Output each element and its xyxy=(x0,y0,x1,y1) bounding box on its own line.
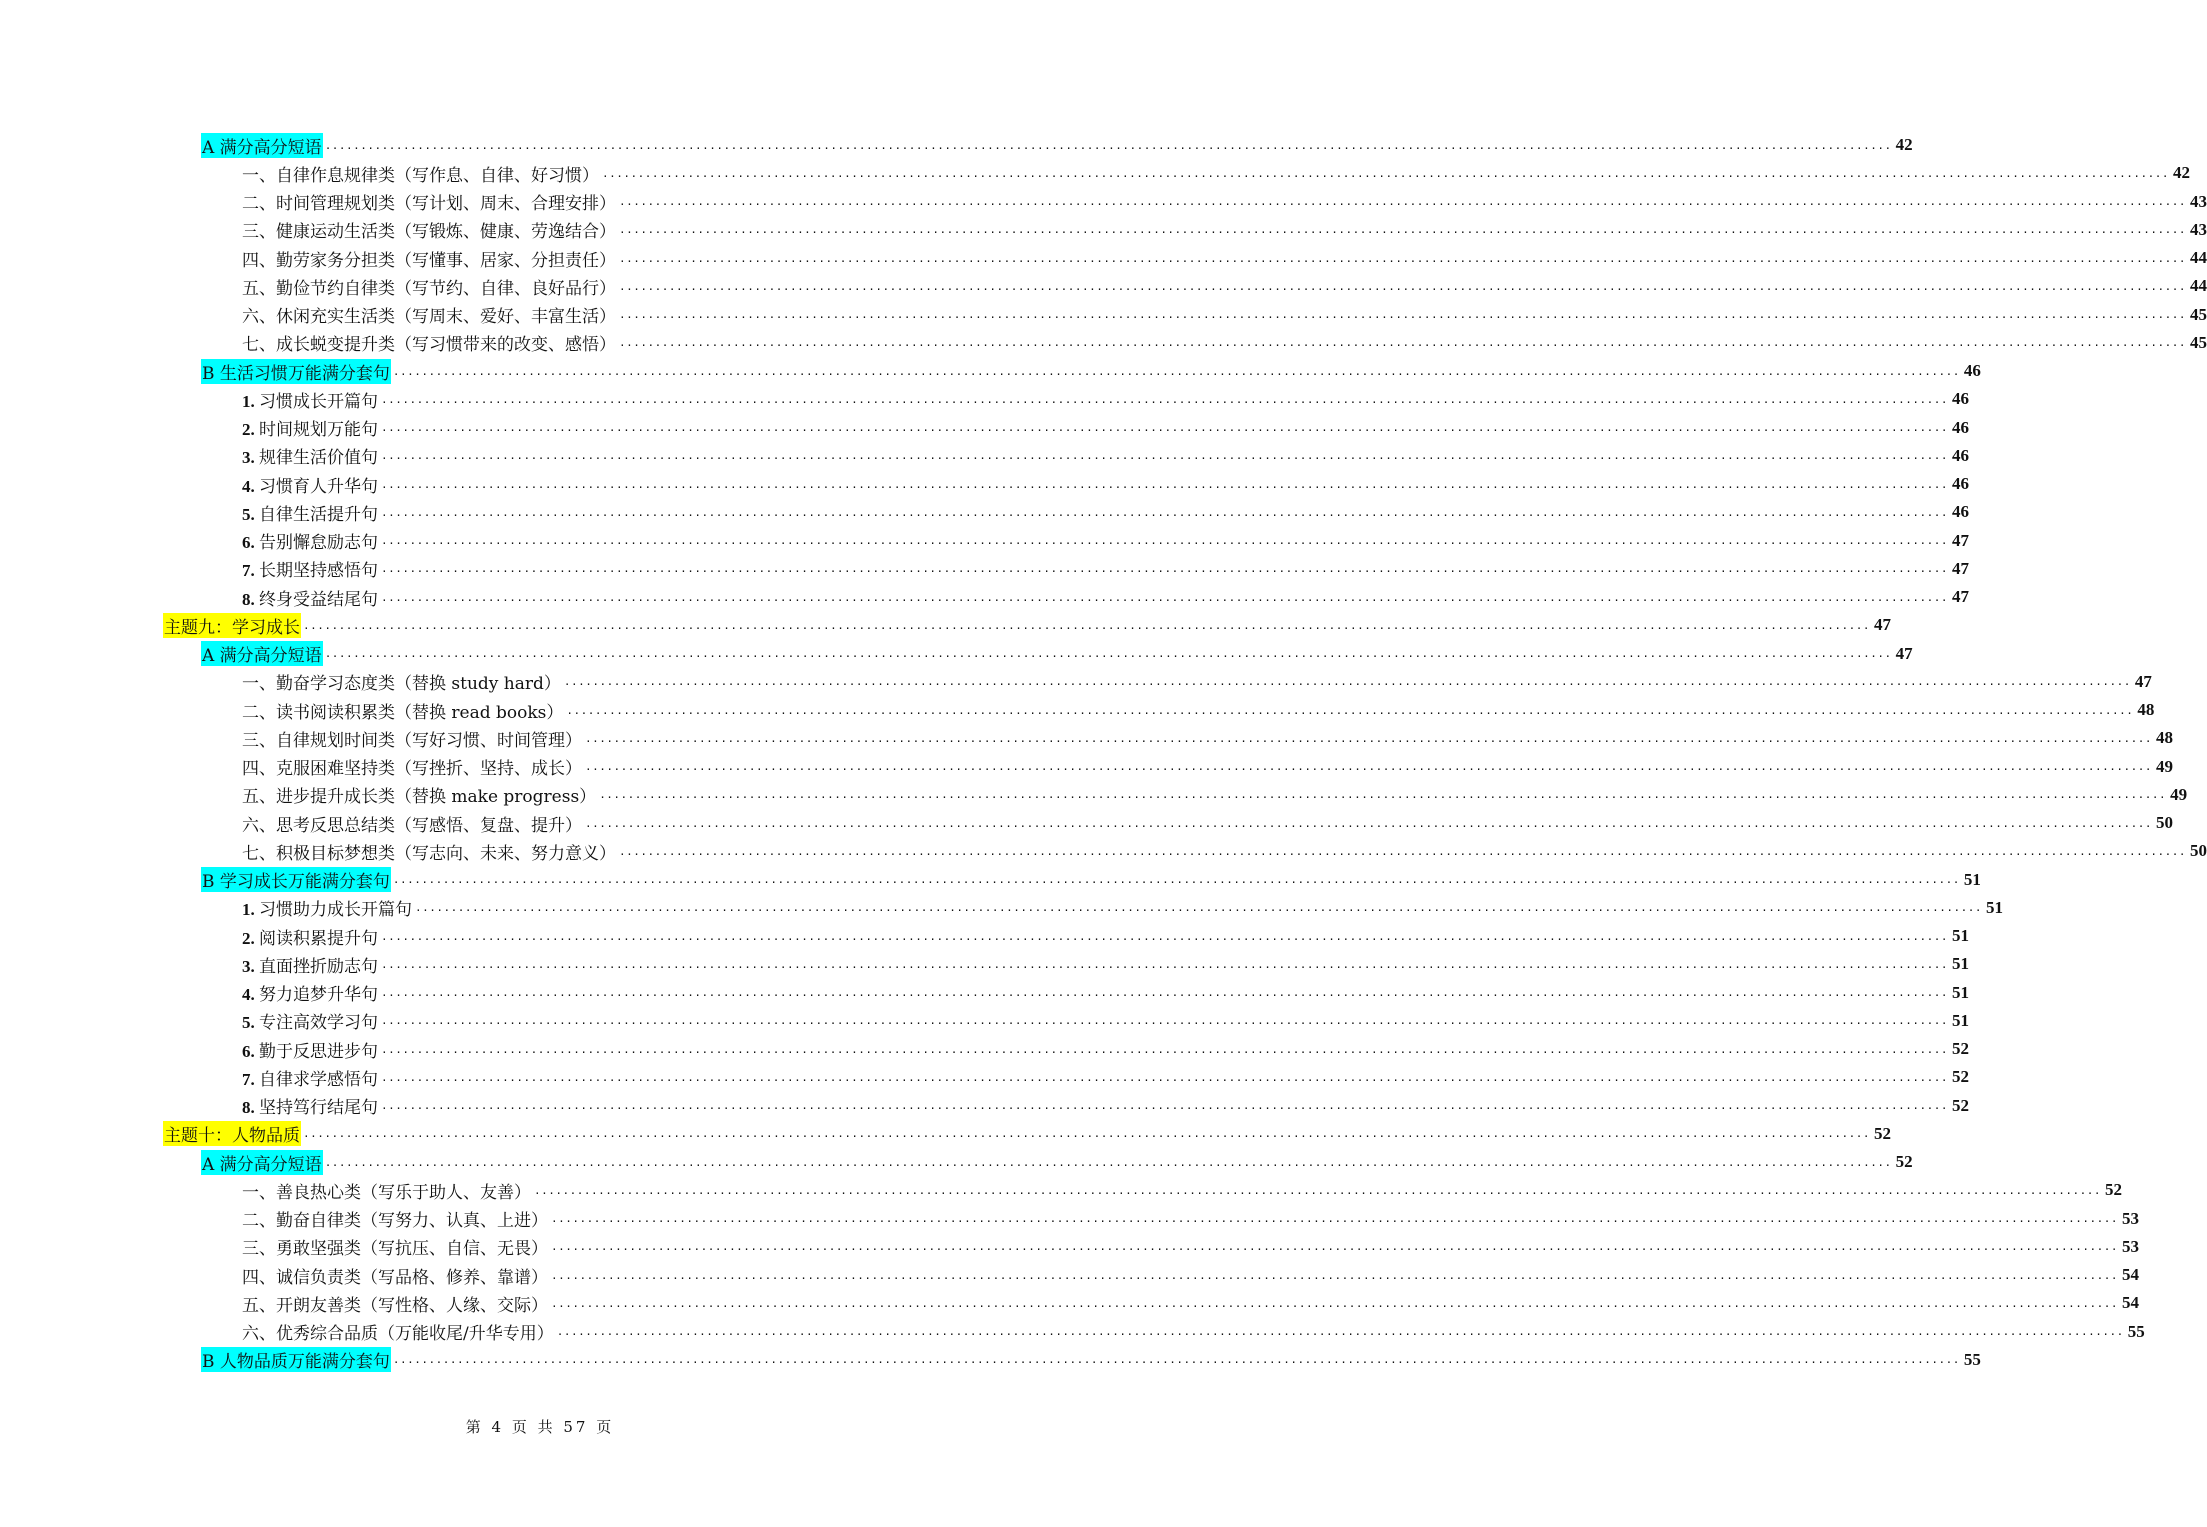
toc-entry-page: 55 xyxy=(2127,1321,2145,1341)
page-footer: 第 4 页 共 57 页 xyxy=(465,1418,615,1436)
toc-entry-text: A 满分高分短语 xyxy=(202,646,322,666)
toc-entry-title xyxy=(241,1178,532,1203)
toc-entry-page: 48 xyxy=(2137,700,2155,719)
toc-entry-text: 专注高效学习句 xyxy=(259,1013,378,1034)
toc-entry-text: 主题十：人物品质 xyxy=(164,1126,300,1147)
toc-entry-text: 二、读书阅读积累类（替换 read books） xyxy=(242,702,564,723)
toc-entry[interactable] xyxy=(201,131,1913,159)
toc-entry[interactable] xyxy=(241,414,1969,442)
toc-entry-number: 3. xyxy=(242,448,259,468)
toc-entry-text: 习惯助力成长开篇句 xyxy=(259,900,412,921)
toc-entry-page: 47 xyxy=(2134,671,2152,691)
toc-entry-page: 47 xyxy=(1951,530,1969,550)
toc-entry-number: 2. xyxy=(242,928,259,948)
dot-leader: ............................................................................................................................................................................................................................ xyxy=(381,505,1948,519)
dot-leader: ............................................................................................................................................................................................................................ xyxy=(551,1212,2118,1225)
dot-leader: ............................................................................................................................................................................................................................ xyxy=(392,364,1960,378)
toc-entry-page: 50 xyxy=(2155,813,2173,832)
toc-entry-page: 42 xyxy=(2172,163,2190,183)
toc-entry-text: 坚持笃行结尾句 xyxy=(259,1098,378,1118)
toc-entry-title xyxy=(241,698,564,723)
toc-entry-text: B 学习成长万能满分套句 xyxy=(202,872,390,892)
toc-entry[interactable] xyxy=(241,1007,1969,1035)
dot-leader: ............................................................................................................................................................................................................................ xyxy=(381,1014,1948,1028)
toc-entry-text: 主题九：学习成长 xyxy=(164,617,300,638)
toc-entry-text: 七、积极目标梦想类（写志向、未来、努力意义） xyxy=(242,843,616,864)
toc-entry-number: 4. xyxy=(242,476,259,496)
toc-entry-title xyxy=(163,613,301,638)
toc-entry-title xyxy=(241,895,413,920)
toc-entry[interactable] xyxy=(201,357,1981,385)
toc-entry-title xyxy=(241,330,617,355)
dot-leader: ............................................................................................................................................................................................................................ xyxy=(551,1296,2118,1310)
toc-entry-page: 51 xyxy=(1985,897,2003,917)
toc-entry[interactable] xyxy=(241,527,1969,555)
dot-leader: ............................................................................................................................................................................................................................ xyxy=(381,449,1948,463)
toc-entry[interactable] xyxy=(241,498,1969,526)
toc-entry-page: 46 xyxy=(1951,389,1969,409)
toc-entry-page: 46 xyxy=(1951,502,1969,522)
toc-entry-title xyxy=(201,359,391,384)
toc-entry-text: 习惯成长开篇句 xyxy=(259,391,378,412)
toc-entry-page: 52 xyxy=(1873,1123,1891,1143)
toc-entry-page: 54 xyxy=(2121,1265,2139,1284)
toc-entry[interactable] xyxy=(241,979,1969,1007)
toc-entry-number: 6. xyxy=(242,1041,259,1061)
toc-entry-title xyxy=(241,1206,549,1231)
toc-entry-title xyxy=(241,387,379,412)
toc-entry-page: 46 xyxy=(1951,445,1969,465)
toc-entry-page: 43 xyxy=(2189,191,2207,211)
toc-entry-title xyxy=(241,839,617,864)
toc-entry-text: 习惯育人升华句 xyxy=(259,476,378,497)
toc-entry-page: 42 xyxy=(1895,135,1913,154)
dot-leader: ............................................................................................................................................................................................................................ xyxy=(585,731,2152,745)
toc-entry-page: 47 xyxy=(1873,615,1891,635)
toc-entry[interactable] xyxy=(201,1148,1913,1176)
toc-entry-title xyxy=(201,867,391,892)
toc-entry-title xyxy=(241,246,617,271)
toc-entry[interactable] xyxy=(241,1205,2139,1233)
toc-entry[interactable] xyxy=(241,837,2207,865)
toc-entry-text: 一、善良热心类（写乐于助人、友善） xyxy=(242,1182,531,1203)
toc-entry-text: 三、自律规划时间类（写好习惯、时间管理） xyxy=(242,730,582,751)
toc-entry-page: 53 xyxy=(2121,1236,2139,1256)
toc-entry-title xyxy=(241,980,379,1005)
toc-entry[interactable] xyxy=(241,724,2173,752)
toc-entry-page: 45 xyxy=(2189,332,2207,352)
toc-entry-title xyxy=(241,726,583,751)
dot-leader: ............................................................................................................................................................................................................................ xyxy=(381,1042,1948,1056)
toc-entry-page: 52 xyxy=(2104,1180,2122,1200)
toc-entry-text: 五、勤俭节约自律类（写节约、自律、良好品行） xyxy=(242,278,616,299)
dot-leader: ............................................................................................................................................................................................................................ xyxy=(324,1155,1892,1169)
toc-entry-title xyxy=(241,1093,379,1118)
toc-entry-text: 时间规划万能句 xyxy=(259,420,378,440)
dot-leader: ............................................................................................................................................................................................................................ xyxy=(392,1353,1960,1367)
toc-entry[interactable] xyxy=(241,1261,2139,1289)
toc-entry-page: 51 xyxy=(1951,926,1969,945)
toc-entry-text: 四、勤劳家务分担类（写懂事、居家、分担责任） xyxy=(242,250,616,271)
dot-leader: ............................................................................................................................................................................................................................ xyxy=(381,590,1948,604)
dot-leader: ............................................................................................................................................................................................................................ xyxy=(599,788,2167,802)
toc-entry-number: 1. xyxy=(242,900,259,920)
toc-entry[interactable] xyxy=(241,583,1969,611)
toc-entry-text: 五、开朗友善类（写性格、人缘、交际） xyxy=(242,1295,548,1316)
toc-entry-page: 46 xyxy=(1963,361,1981,380)
toc-entry-title xyxy=(241,1008,379,1033)
toc-entry-title xyxy=(241,500,379,525)
dot-leader: ............................................................................................................................................................................................................................ xyxy=(381,957,1948,971)
toc-entry[interactable] xyxy=(241,1092,1969,1120)
toc-entry-title xyxy=(241,472,379,497)
dot-leader: ............................................................................................................................................................................................................................ xyxy=(585,760,2152,773)
toc-entry-title xyxy=(241,415,379,440)
toc-entry-title xyxy=(241,1319,555,1344)
toc-entry[interactable] xyxy=(241,301,2207,329)
toc-entry[interactable] xyxy=(241,555,1969,583)
toc-entry-title xyxy=(241,754,583,779)
dot-leader: ............................................................................................................................................................................................................................ xyxy=(381,929,1948,943)
toc-entry[interactable] xyxy=(163,611,1891,639)
dot-leader: ............................................................................................................................................................................................................................ xyxy=(324,647,1892,660)
toc-entry-text: 一、自律作息规律类（写作息、自律、好习惯） xyxy=(242,165,599,186)
toc-entry-title xyxy=(241,585,379,610)
toc-entry[interactable] xyxy=(241,1063,1969,1091)
toc-entry-page: 47 xyxy=(1895,643,1913,663)
dot-leader: ............................................................................................................................................................................................................................ xyxy=(585,816,2152,830)
toc-entry-text: 勤于反思进步句 xyxy=(259,1041,378,1062)
toc-entry-page: 47 xyxy=(1951,558,1969,578)
dot-leader: ............................................................................................................................................................................................................................ xyxy=(381,1070,1948,1084)
toc-entry-page: 49 xyxy=(2155,756,2173,776)
dot-leader: ............................................................................................................................................................................................................................ xyxy=(619,279,2186,293)
toc-entry-title xyxy=(201,1150,323,1175)
dot-leader: ............................................................................................................................................................................................................................ xyxy=(381,534,1948,547)
toc-entry-title xyxy=(241,924,379,949)
toc-entry-text: 三、健康运动生活类（写锻炼、健康、劳逸结合） xyxy=(242,222,616,243)
toc-entry-title xyxy=(241,1037,379,1062)
toc-entry[interactable] xyxy=(241,159,2190,187)
toc-entry-text: 四、诚信负责类（写品格、修养、靠谱） xyxy=(242,1267,548,1288)
toc-entry-page: 51 xyxy=(1951,954,1969,974)
dot-leader: ............................................................................................................................................................................................................................ xyxy=(324,138,1892,152)
toc-entry-text: 六、优秀综合品质（万能收尾/升华专用） xyxy=(242,1324,554,1344)
dot-leader: ............................................................................................................................................................................................................................ xyxy=(381,421,1948,434)
toc-entry-page: 52 xyxy=(1951,1095,1969,1115)
toc-entry-title xyxy=(241,556,379,581)
toc-entry[interactable] xyxy=(241,894,2003,922)
toc-entry-page: 49 xyxy=(2170,784,2188,804)
toc-entry[interactable] xyxy=(241,1233,2139,1261)
toc-entry-text: 三、勇敢坚强类（写抗压、自信、无畏） xyxy=(242,1239,548,1260)
toc-entry[interactable] xyxy=(241,1318,2145,1346)
dot-leader: ............................................................................................................................................................................................................................ xyxy=(534,1183,2101,1197)
toc-entry-title xyxy=(241,1065,379,1090)
toc-entry-title xyxy=(241,302,617,327)
toc-entry[interactable] xyxy=(241,1176,2122,1204)
toc-entry-page: 48 xyxy=(2155,728,2173,748)
dot-leader: ............................................................................................................................................................................................................................ xyxy=(381,392,1948,406)
toc-entry[interactable] xyxy=(241,668,2152,696)
toc-entry-text: 规律生活价值句 xyxy=(259,448,378,469)
toc-entry-page: 54 xyxy=(2121,1293,2139,1313)
toc-entry-page: 53 xyxy=(2121,1208,2139,1228)
toc-entry-page: 52 xyxy=(1951,1039,1969,1058)
toc-entry-page: 44 xyxy=(2189,248,2207,267)
toc-entry-text: 六、思考反思总结类（写感悟、复盘、提升） xyxy=(242,815,582,836)
toc-entry[interactable] xyxy=(241,470,1969,498)
toc-entry[interactable] xyxy=(201,640,1913,668)
toc-entry-text: A 满分高分短语 xyxy=(202,1154,322,1175)
toc-entry[interactable] xyxy=(241,188,2207,216)
toc-entry-number: 3. xyxy=(242,956,259,976)
toc-entry[interactable] xyxy=(241,922,1969,950)
toc-entry-page: 51 xyxy=(1951,982,1969,1002)
toc-entry-page: 51 xyxy=(1951,1010,1969,1030)
toc-entry-text: 直面挫折励志句 xyxy=(259,956,378,977)
dot-leader: ............................................................................................................................................................................................................................ xyxy=(619,336,2186,350)
dot-leader: ............................................................................................................................................................................................................................ xyxy=(619,195,2186,208)
toc-entry[interactable] xyxy=(241,329,2207,357)
toc-entry-title xyxy=(241,528,379,553)
dot-leader: ............................................................................................................................................................................................................................ xyxy=(303,1127,1870,1141)
toc-entry-title xyxy=(241,1291,549,1316)
toc-entry-title xyxy=(163,1121,301,1146)
toc-entry-number: 6. xyxy=(242,533,259,552)
toc-entry-text: 努力追梦升华句 xyxy=(259,985,378,1005)
toc-entry-title xyxy=(241,217,617,242)
toc-entry-title xyxy=(241,952,379,977)
toc-entry[interactable] xyxy=(201,1346,1981,1374)
toc-entry-number: 1. xyxy=(242,391,259,411)
toc-entry-page: 46 xyxy=(1951,474,1969,493)
toc-entry-text: 一、勤奋学习态度类（替换 study hard） xyxy=(242,674,561,695)
dot-leader: ............................................................................................................................................................................................................................ xyxy=(566,703,2134,717)
toc-entry-text: 二、时间管理规划类（写计划、周末、合理安排） xyxy=(242,194,616,214)
toc-entry-number: 4. xyxy=(242,985,259,1004)
toc-entry-page: 46 xyxy=(1951,417,1969,437)
dot-leader: ............................................................................................................................................................................................................................ xyxy=(392,873,1960,886)
toc-entry-title xyxy=(241,1234,549,1259)
toc-entry-title xyxy=(201,641,323,666)
toc-entry[interactable] xyxy=(241,950,1969,978)
toc-entry[interactable] xyxy=(241,442,1969,470)
dot-leader: ............................................................................................................................................................................................................................ xyxy=(381,562,1948,576)
toc-entry-page: 44 xyxy=(2189,276,2207,296)
toc-entry-text: B 生活习惯万能满分套句 xyxy=(202,363,390,384)
toc-entry-text: 自律生活提升句 xyxy=(259,504,378,525)
toc-entry-text: 四、克服困难坚持类（写挫折、坚持、成长） xyxy=(242,759,582,779)
toc-entry-number: 8. xyxy=(242,589,259,609)
toc-entry[interactable] xyxy=(241,216,2207,244)
dot-leader: ............................................................................................................................................................................................................................ xyxy=(381,477,1948,491)
toc-entry-number: 8. xyxy=(242,1098,259,1117)
toc-entry-number: 7. xyxy=(242,561,259,581)
toc-entry-number: 5. xyxy=(242,1013,259,1033)
toc-entry-number: 2. xyxy=(242,420,259,439)
toc-entry-text: B 人物品质万能满分套句 xyxy=(202,1352,390,1373)
dot-leader: ............................................................................................................................................................................................................................ xyxy=(303,618,1870,632)
dot-leader: ............................................................................................................................................................................................................................ xyxy=(563,675,2131,689)
toc-entry-text: 阅读积累提升句 xyxy=(259,928,378,949)
dot-leader: ............................................................................................................................................................................................................................ xyxy=(415,901,1982,915)
toc-entry[interactable] xyxy=(241,696,2155,724)
toc-entry[interactable] xyxy=(241,272,2207,300)
toc-entry-page: 51 xyxy=(1963,869,1981,889)
toc-entry[interactable] xyxy=(241,1035,1969,1063)
toc-entry-title xyxy=(241,274,617,299)
toc-entry-page: 52 xyxy=(1895,1152,1913,1171)
toc-entry-title xyxy=(241,443,379,468)
dot-leader: ............................................................................................................................................................................................................................ xyxy=(602,166,2169,180)
toc-entry-text: 六、休闲充实生活类（写周末、爱好、丰富生活） xyxy=(242,307,616,327)
toc-entry-text: 自律求学感悟句 xyxy=(259,1069,378,1090)
toc-entry-page: 43 xyxy=(2189,219,2207,239)
toc-entry-page: 52 xyxy=(1951,1067,1969,1087)
toc-entry-page: 50 xyxy=(2189,841,2207,861)
toc-entry-title xyxy=(201,133,323,158)
dot-leader: ............................................................................................................................................................................................................................ xyxy=(619,308,2186,321)
toc-entry[interactable] xyxy=(163,1120,1891,1148)
dot-leader: ............................................................................................................................................................................................................................ xyxy=(619,251,2186,265)
toc-entry-title xyxy=(201,1347,391,1372)
toc-entry-text: 五、进步提升成长类（替换 make progress） xyxy=(242,787,597,808)
toc-entry-page: 55 xyxy=(1963,1349,1981,1369)
toc-entry-text: 二、勤奋自律类（写努力、认真、上进） xyxy=(242,1211,548,1231)
toc-entry[interactable] xyxy=(241,753,2173,781)
toc-entry-text: 告别懈怠励志句 xyxy=(259,533,378,553)
dot-leader: ............................................................................................................................................................................................................................ xyxy=(619,844,2186,858)
dot-leader: ............................................................................................................................................................................................................................ xyxy=(381,1099,1948,1112)
toc-entry[interactable] xyxy=(241,1289,2139,1317)
toc-entry-title xyxy=(241,161,600,186)
toc-entry-title xyxy=(241,189,617,214)
toc-entry-page: 45 xyxy=(2189,304,2207,324)
toc-entry-number: 5. xyxy=(242,504,259,524)
dot-leader: ............................................................................................................................................................................................................................ xyxy=(381,986,1948,999)
dot-leader: ............................................................................................................................................................................................................................ xyxy=(551,1268,2118,1282)
dot-leader: ............................................................................................................................................................................................................................ xyxy=(619,223,2186,237)
toc-entry[interactable] xyxy=(241,385,1969,413)
toc-entry-title xyxy=(241,669,562,694)
toc-entry-title xyxy=(241,782,597,807)
toc-entry-text: A 满分高分短语 xyxy=(202,137,322,158)
toc-entry[interactable] xyxy=(241,781,2188,809)
toc-entry[interactable] xyxy=(201,866,1981,894)
toc-entry[interactable] xyxy=(241,244,2207,272)
toc-entry-text: 长期坚持感悟句 xyxy=(259,561,378,582)
dot-leader: ............................................................................................................................................................................................................................ xyxy=(551,1240,2118,1254)
dot-leader: ............................................................................................................................................................................................................................ xyxy=(556,1325,2124,1338)
toc-entry-number: 7. xyxy=(242,1069,259,1089)
toc-entry-title xyxy=(241,1263,549,1288)
toc-entry-title xyxy=(241,811,583,836)
toc-entry-text: 终身受益结尾句 xyxy=(259,589,378,610)
toc-entry-page: 47 xyxy=(1951,587,1969,606)
toc-entry[interactable] xyxy=(241,809,2173,837)
toc-entry-text: 七、成长蜕变提升类（写习惯带来的改变、感悟） xyxy=(242,335,616,356)
